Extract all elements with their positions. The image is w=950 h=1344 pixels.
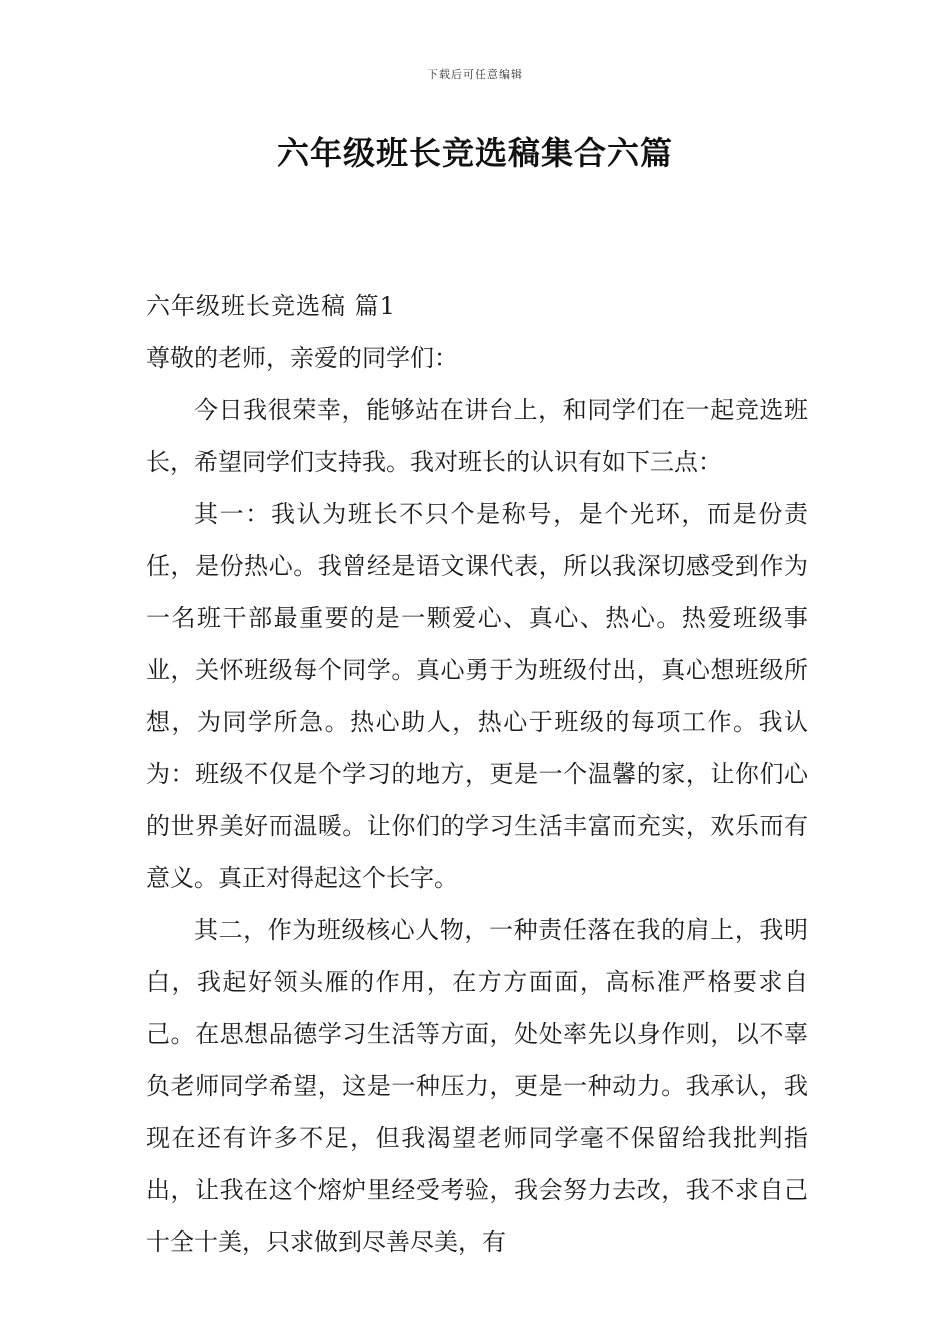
- section-heading: 六年级班长竞选稿 篇1: [146, 292, 396, 320]
- greeting-line: 尊敬的老师，亲爱的同学们：: [146, 344, 458, 372]
- document-body: [146, 280, 808, 1268]
- paragraph: 今日我很荣幸，能够站在讲台上，和同学们在一起竞选班长，希望同学们支持我。我对班长的认识有如下三点：: [146, 396, 808, 476]
- paragraph: 其二，作为班级核心人物，一种责任落在我的肩上，我明白，我起好领头雁的作用，在方方面面，高标准严格要求自己。在思想品德学习生活等方面，处处率先以身作则，以不辜负老师同学希望，这是一种压力，更是一种动力。我承认，我现在还有许多不足，但我渴望老师同学毫不保留给我批判指出，让我在这个熔炉里经受考验，我会努力去改，我不求自己十全十美，只求做到尽善尽美，有: [146, 916, 808, 1256]
- header-note: 下载后可任意编辑: [427, 68, 523, 81]
- document-title: 六年级班长竞选稿集合六篇: [276, 134, 673, 172]
- paragraph: 其一：我认为班长不只个是称号，是个光环，而是份责任，是份热心。我曾经是语文课代表，所以我深切感受到作为一名班干部最重要的是一颗爱心、真心、热心。热爱班级事业，关怀班级每个同学。真心勇于为班级付出，真心想班级所想，为同学所急。热心助人，热心于班级的每项工作。我认为：班级不仅是个学习的地方，更是一个温馨的家，让你们心的世界美好而温暖。让你们的学习生活丰富而充实，欢乐而有意义。真正对得起这个长字。: [146, 500, 808, 892]
